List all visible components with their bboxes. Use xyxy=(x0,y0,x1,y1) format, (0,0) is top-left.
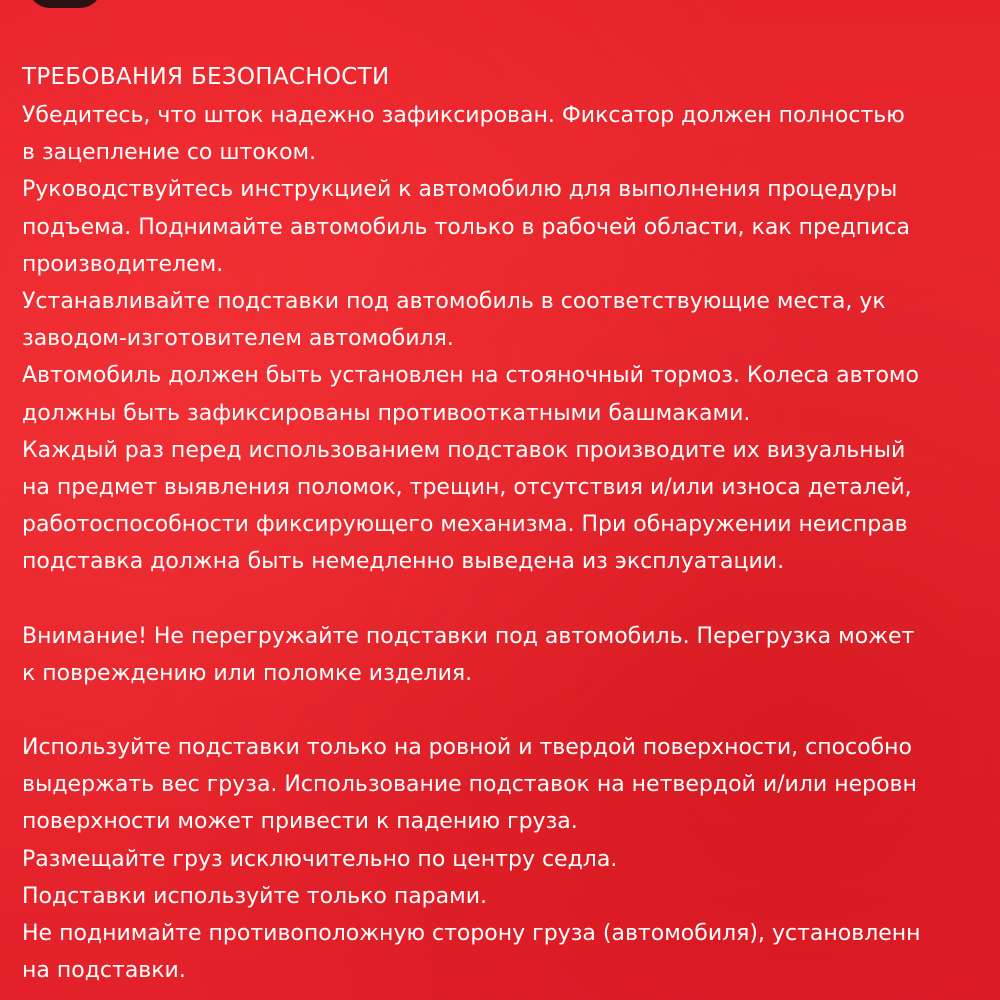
text-line: выдержать вес груза. Использование подставок на нетвердой и/или неровн xyxy=(22,772,917,798)
logo-fragment xyxy=(28,0,102,8)
paragraph-spacer xyxy=(22,692,1000,729)
text-line: Руководствуйтесь инструкцией к автомобилю для выполнения процедуры xyxy=(22,177,898,203)
text-line: заводом-изготовителем автомобиля. xyxy=(22,326,454,352)
text-line: Автомобиль должен быть установлен на стояночный тормоз. Колеса автомо xyxy=(22,363,919,389)
section-heading: ТРЕБОВАНИЯ БЕЗОПАСНОСТИ xyxy=(22,64,390,90)
text-line: Используйте подставки только на ровной и твердой поверхности, способно xyxy=(22,735,913,761)
text-line: Устанавливайте подставки под автомобиль в соответствующие места, ук xyxy=(22,289,886,315)
text-line: подставка должна быть немедленно выведена из эксплуатации. xyxy=(22,549,785,575)
text-line: должны быть зафиксированы противооткатными башмаками. xyxy=(22,400,751,426)
section-usage-rules xyxy=(22,729,1000,989)
paragraph-spacer xyxy=(22,581,1000,618)
safety-requirements-text xyxy=(22,58,1000,989)
text-line: поверхности может привести к падению груза. xyxy=(22,809,578,835)
text-line: Размещайте груз исключительно по центру седла. xyxy=(22,846,618,872)
warning-line: Внимание! Не перегружайте подставки под автомобиль. Перегрузка может xyxy=(22,623,915,649)
text-line: на предмет выявления поломок, трещин, отсутствия и/или износа деталей, xyxy=(22,475,912,501)
text-line: подъема. Поднимайте автомобиль только в рабочей области, как предписа xyxy=(22,214,910,240)
text-line: в зацепление со штоком. xyxy=(22,140,317,166)
text-line: Подставки используйте только парами. xyxy=(22,883,488,909)
text-line: работоспособности фиксирующего механизма. При обнаружении неисправ xyxy=(22,512,908,538)
text-line: производителем. xyxy=(22,251,224,277)
warning-line: к повреждению или поломке изделия. xyxy=(22,660,473,686)
text-line: Убедитесь, что шток надежно зафиксирован. Фиксатор должен полностью xyxy=(22,103,905,128)
section-general-requirements xyxy=(22,97,1000,581)
text-line: Не поднимайте противоположную сторону груза (автомобиля), установленн xyxy=(22,921,921,947)
section-warning xyxy=(22,618,1000,692)
text-line: Каждый раз перед использованием подставок производите их визуальный xyxy=(22,437,906,463)
text-line: на подставки. xyxy=(22,958,186,984)
